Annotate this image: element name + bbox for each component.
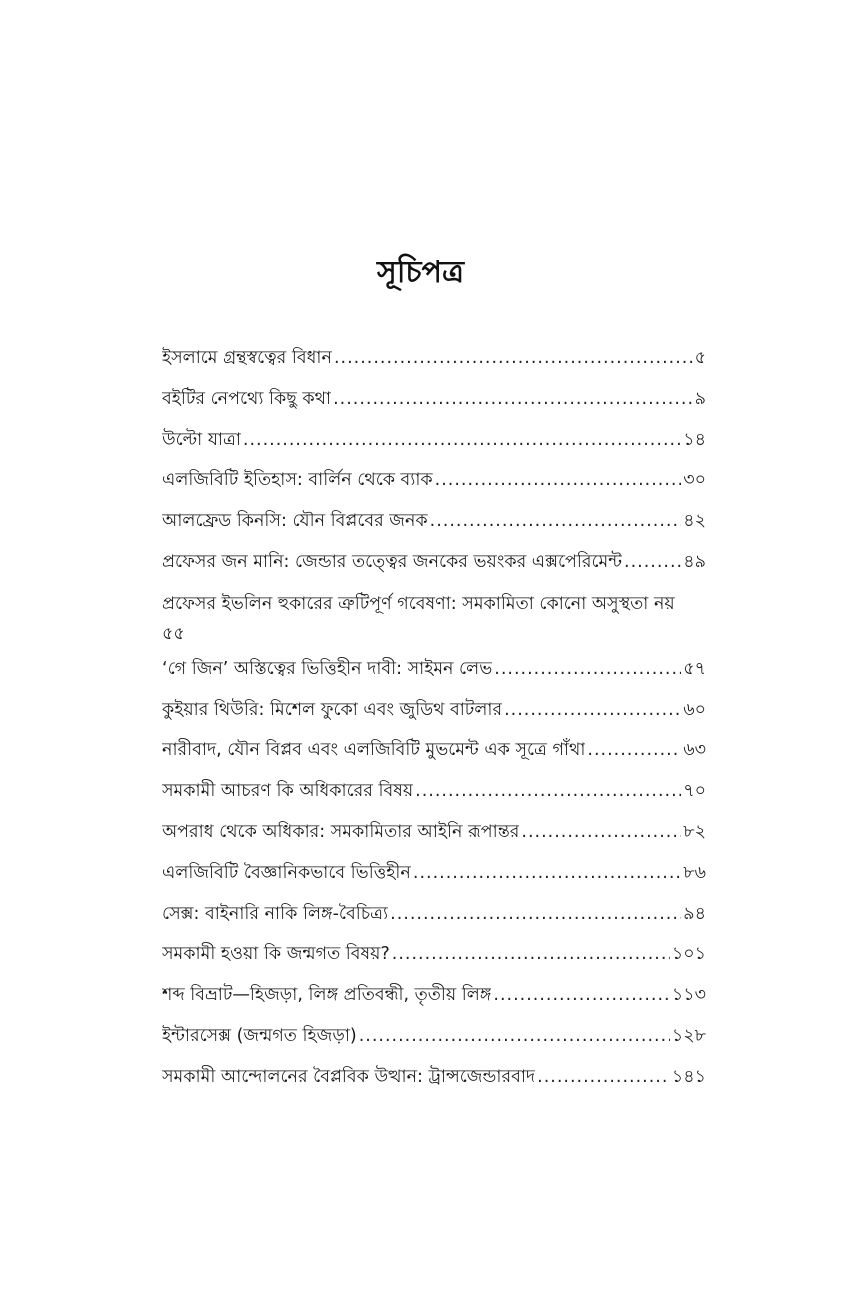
dot-leader <box>359 1022 670 1050</box>
toc-entry <box>162 655 706 696</box>
dot-leader <box>243 426 681 454</box>
dot-leader <box>333 385 693 413</box>
toc-entry-title: প্রফেসর জন মানি: জেন্ডার তত্ত্বের জনকের ভয়ংকর এক্সপেরিমেন্ট <box>162 551 623 572</box>
toc-entry <box>162 818 706 859</box>
dot-leader <box>435 466 682 494</box>
toc-entry-title: সমকামী আন্দোলনের বৈপ্লবিক উত্থান: ট্রান্সজেন্ডারবাদ <box>162 1066 536 1087</box>
toc-entry-title: ইন্টারসেক্স (জন্মগত হিজড়া) <box>162 1025 357 1046</box>
dot-leader <box>430 507 682 535</box>
toc-entry <box>162 507 706 548</box>
toc-entry <box>162 548 706 589</box>
dot-leader <box>537 1063 670 1091</box>
toc-entry-page: ৯ <box>694 388 706 409</box>
toc-entry <box>162 981 706 1022</box>
toc-entry-page: ৫৫ <box>162 623 185 644</box>
dot-leader <box>413 859 681 887</box>
toc-entry-page: ১৪ <box>683 429 706 450</box>
toc-entry-page: ৫৭ <box>683 658 706 679</box>
toc-entry-page: ৬০ <box>683 699 706 720</box>
toc-entry-page: ১০১ <box>671 944 706 965</box>
page-title: সূচিপত্র <box>377 255 464 290</box>
dot-leader <box>334 344 693 372</box>
dot-leader <box>624 548 681 576</box>
toc-entry-page: ৪২ <box>683 511 706 532</box>
toc-entry-title: সেক্স: বাইনারি নাকি লিঙ্গ-বৈচিত্র্য <box>162 903 389 924</box>
toc-entry-title: কুইয়ার থিউরি: মিশেল ফুকো এবং জুডিথ বাটলার <box>162 699 503 720</box>
toc-entry-page: ৬৩ <box>683 740 706 761</box>
table-of-contents <box>162 344 706 1104</box>
toc-entry <box>162 589 706 655</box>
toc-entry <box>162 900 706 941</box>
toc-entry <box>162 940 706 981</box>
toc-entry-title: প্রফেসর ইভলিন হুকারের ত্রুটিপূর্ণ গবেষণা: সমকামিতা কোনো অসুস্থতা নয় <box>162 593 675 614</box>
toc-entry <box>162 859 706 900</box>
toc-entry-page: ৩০ <box>683 470 706 491</box>
dot-leader <box>390 900 681 928</box>
toc-entry <box>162 777 706 818</box>
toc-entry <box>162 344 706 385</box>
toc-entry <box>162 696 706 737</box>
dot-leader <box>392 940 670 968</box>
toc-entry-page: ৯৪ <box>683 903 706 924</box>
toc-entry <box>162 385 706 426</box>
toc-entry-title: শব্দ বিভ্রাট—হিজড়া, লিঙ্গ প্রতিবন্ধী, তৃতীয় লিঙ্গ <box>162 985 492 1006</box>
toc-entry-title: অপরাধ থেকে অধিকার: সমকামিতার আইনি রূপান্তর <box>162 821 520 842</box>
toc-entry-page: ১৪১ <box>671 1066 706 1087</box>
dot-leader <box>587 736 681 764</box>
toc-entry-page: ৮২ <box>683 821 706 842</box>
toc-entry-page: ১২৮ <box>671 1025 706 1046</box>
toc-entry-page: ১১৩ <box>671 985 706 1006</box>
toc-entry-page: ৪৯ <box>683 551 706 572</box>
dot-leader <box>504 696 681 724</box>
dot-leader <box>494 655 681 683</box>
toc-entry-title: নারীবাদ, যৌন বিপ্লব এবং এলজিবিটি মুভমেন্ট এক সূত্রে গাঁথা <box>162 740 586 761</box>
toc-entry-title: বইটির নেপথ্যে কিছু কথা <box>162 388 332 409</box>
toc-entry-title: এলজিবিটি বৈজ্ঞানিকভাবে ভিত্তিহীন <box>162 862 411 883</box>
dot-leader <box>521 818 681 846</box>
toc-entry <box>162 1063 706 1104</box>
toc-entry-title: ‘গে জিন’ অস্তিত্বের ভিত্তিহীন দাবী: সাইমন লেভ <box>162 658 493 679</box>
toc-entry-title: ইসলামে গ্রন্থস্বত্বের বিধান <box>162 348 332 368</box>
toc-entry-page: ৫ <box>694 348 706 368</box>
toc-entry-title: সমকামী হওয়া কি জন্মগত বিষয়? <box>162 944 390 965</box>
toc-entry-title: সমকামী আচরণ কি অধিকারের বিষয় <box>162 781 414 802</box>
toc-entry-title: উল্টো যাত্রা <box>162 429 241 450</box>
toc-entry-title: আলফ্রেড কিনসি: যৌন বিপ্লবের জনক <box>162 511 428 532</box>
toc-entry <box>162 736 706 777</box>
toc-entry <box>162 426 706 467</box>
dot-leader <box>493 981 669 1009</box>
dot-leader <box>415 777 681 805</box>
toc-entry <box>162 466 706 507</box>
toc-entry <box>162 1022 706 1063</box>
toc-entry-title: এলজিবিটি ইতিহাস: বার্লিন থেকে ব্যাক <box>162 470 433 491</box>
toc-entry-page: ৭০ <box>683 781 706 802</box>
toc-entry-page: ৮৬ <box>683 862 706 883</box>
